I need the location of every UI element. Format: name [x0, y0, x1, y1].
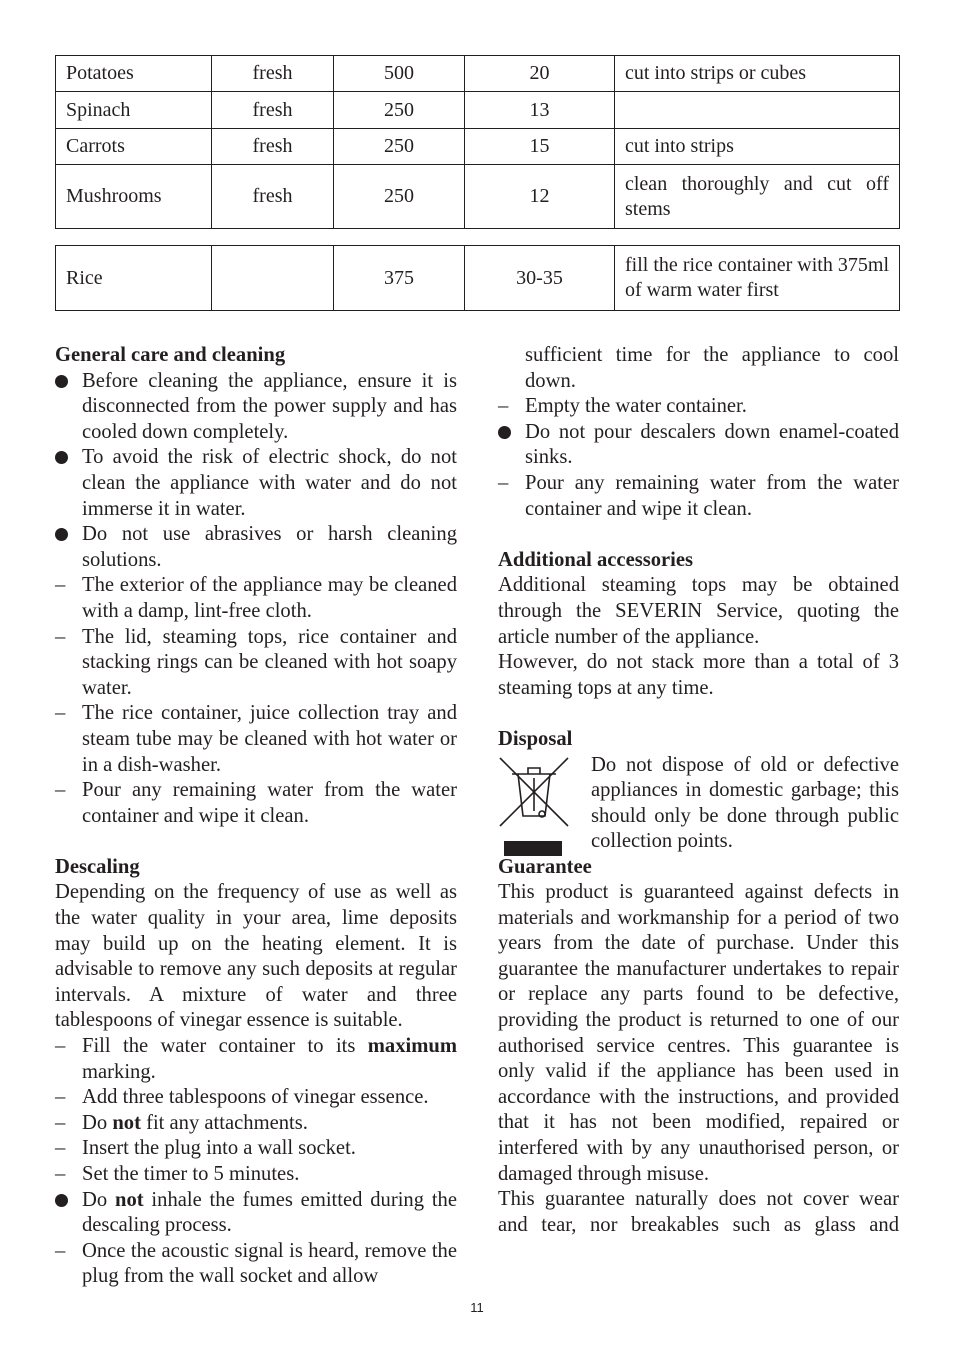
food-cell: Mushrooms: [56, 165, 212, 229]
dash-marker: –: [55, 1137, 66, 1160]
disposal-block: [498, 753, 899, 855]
list-item: – Fill the water container to its maximum marking.: [55, 1035, 457, 1083]
table-row: [56, 165, 900, 229]
list-item: – Set the timer to 5 minutes.: [55, 1162, 457, 1188]
table-row: [56, 246, 900, 311]
dash-marker: –: [55, 1163, 66, 1185]
state-cell: fresh: [212, 92, 334, 129]
list-item: Do not inhale the fumes emitted during the descaling process.: [55, 1188, 457, 1239]
list-item: Before cleaning the appliance, ensure it is disconnected from the power supply and has cooled down completely.: [55, 369, 457, 446]
state-cell: fresh: [212, 129, 334, 165]
crossed-bin-icon: [498, 756, 570, 856]
list-item: – The rice container, juice collection tray and steam tube may be cleaned with hot water or in a dish-washer.: [55, 702, 457, 776]
list-item: – Add three tablespoons of vinegar essence.: [55, 1085, 457, 1111]
disposal-heading: Disposal: [498, 727, 573, 750]
list-item: – The lid, steaming tops, rice container and stacking rings can be cleaned with hot soapy water.: [55, 625, 457, 699]
care-heading: General care and cleaning: [55, 344, 286, 366]
list-item: Do not use abrasives or harsh cleaning solutions.: [55, 522, 457, 573]
dash-marker: –: [498, 471, 509, 494]
bullet-icon: [55, 528, 68, 541]
state-cell: [212, 246, 334, 311]
time-cell: 30-35: [465, 246, 615, 311]
descaling-heading: Descaling: [55, 855, 140, 878]
disposal-text: Do not dispose of old or defective appliances in domestic garbage; this should only be done through public collection points.: [591, 753, 899, 853]
table-row: [56, 92, 900, 129]
table-row: [56, 56, 900, 92]
time-cell: 13: [465, 92, 615, 129]
left-column: [55, 343, 457, 1290]
list-item: Do not pour descalers down enamel-coated sinks.: [498, 420, 899, 471]
note-cell: cut into strips: [615, 129, 900, 165]
right-column: [498, 343, 899, 1238]
descaling-intro: Depending on the frequency of use as well as the water quality in your area, lime deposits may build up on the heating element. It is advisable to remove any such deposits at regular intervals. A mixture of water and three tablespoons of vinegar essence is suitable.: [55, 881, 457, 1032]
quantity-cell: 250: [334, 92, 465, 129]
list-item: – Pour any remaining water from the water container and wipe it clean.: [498, 471, 899, 520]
list-item: To avoid the risk of electric shock, do not clean the appliance with water and do not immerse it in water.: [55, 445, 457, 522]
list-item: – Do not fit any attachments.: [55, 1111, 457, 1137]
table-row: [56, 129, 900, 165]
dash-marker: –: [55, 702, 66, 725]
accessories-heading: Additional accessories: [498, 548, 694, 571]
list-item: – Pour any remaining water from the water container and wipe it clean.: [55, 779, 457, 827]
bullet-icon: [498, 426, 511, 439]
list-item: – Once the acoustic signal is heard, remove the plug from the wall socket and allow: [55, 1239, 457, 1288]
quantity-cell: 375: [334, 246, 465, 311]
time-cell: 15: [465, 129, 615, 165]
state-cell: fresh: [212, 165, 334, 229]
dash-marker: –: [55, 625, 66, 648]
guarantee-exclusions: This guarantee naturally does not cover wear and tear, nor breakables such as glass and: [498, 1188, 899, 1236]
guarantee-text: This product is guaranteed against defects in materials and workmanship for a period of two years from the date of purchase. Under this guarantee the manufacturer undertakes to repair or replace any parts found to be defective, providing the product is returned to one of our authorised service centres. This guarantee is only valid if the appliance has been used in accordance with the instructions, and provided that it has not been modified, repaired or interfered with by any unauthorised person, or damaged through misuse.: [498, 881, 899, 1185]
descaling-list: [55, 1034, 457, 1290]
note-cell: fill the rice container with 375ml of warm water first: [615, 246, 900, 311]
food-cell: Potatoes: [56, 56, 212, 92]
note-cell: [615, 92, 900, 129]
dash-marker: –: [55, 1239, 66, 1262]
descaling-step-continued: sufficient time for the appliance to cool down.: [525, 344, 899, 392]
state-cell: fresh: [212, 56, 334, 92]
descaling-list-continued: [498, 394, 899, 522]
list-item: – Insert the plug into a wall socket.: [55, 1136, 457, 1162]
quantity-cell: 250: [334, 129, 465, 165]
bullet-icon: [55, 451, 68, 464]
note-cell: cut into strips or cubes: [615, 56, 900, 92]
bullet-icon: [55, 1194, 68, 1207]
food-cell: Carrots: [56, 129, 212, 165]
guarantee-heading: Guarantee: [498, 855, 592, 878]
accessories-text: Additional steaming tops may be obtained through the SEVERIN Service, quoting the article number of the appliance.: [498, 574, 899, 648]
dash-marker: –: [498, 395, 509, 418]
dash-marker: –: [55, 1111, 66, 1134]
note-cell: clean thoroughly and cut off stems: [615, 165, 900, 229]
dash-marker: –: [55, 574, 66, 597]
dash-marker: –: [55, 1086, 66, 1109]
time-cell: 12: [465, 165, 615, 229]
cooking-times-table: [55, 55, 900, 229]
quantity-cell: 250: [334, 165, 465, 229]
food-cell: Spinach: [56, 92, 212, 129]
rice-table: [55, 245, 900, 311]
accessories-stack-note: However, do not stack more than a total of 3 steaming tops at any time.: [498, 651, 899, 699]
page-number: 11: [470, 1300, 484, 1315]
dash-marker: –: [55, 1035, 66, 1058]
care-list: [55, 369, 457, 830]
food-cell: Rice: [56, 246, 212, 311]
time-cell: 20: [465, 56, 615, 92]
bullet-icon: [55, 375, 68, 388]
dash-marker: –: [55, 779, 66, 802]
quantity-cell: 500: [334, 56, 465, 92]
list-item: – The exterior of the appliance may be cleaned with a damp, lint-free cloth.: [55, 574, 457, 622]
list-item: – Empty the water container.: [498, 394, 899, 420]
